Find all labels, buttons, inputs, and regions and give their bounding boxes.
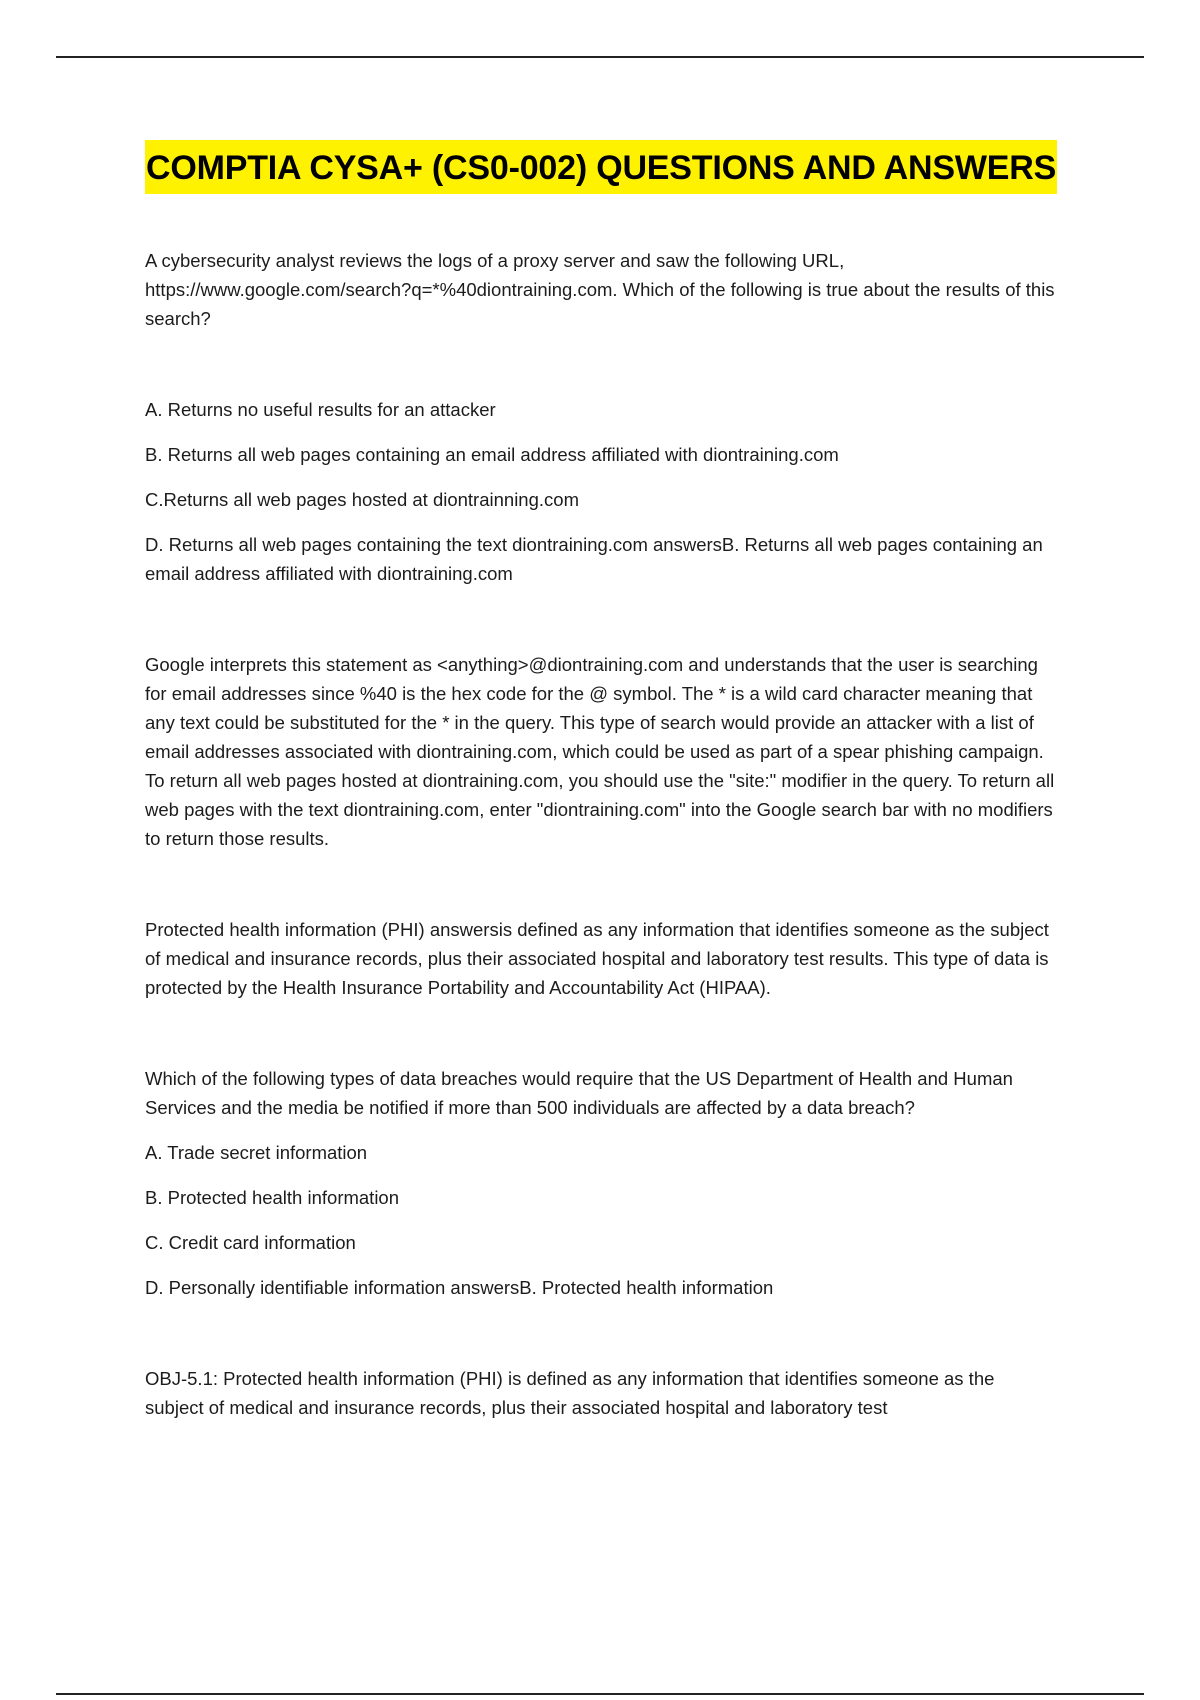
q1-option-c: C.Returns all web pages hosted at diontrainning.com bbox=[145, 489, 579, 510]
phi-definition: Protected health information (PHI) answersis defined as any information that identifies someone as the subject of medical and insurance records, plus their associated hospital and laboratory test results. This type of data is protected by the Health Insurance Portability and Accountability Act (HIPAA). bbox=[145, 919, 1049, 998]
q2-option-b: B. Protected health information bbox=[145, 1187, 400, 1208]
q1-option-a: A. Returns no useful results for an attacker bbox=[145, 399, 496, 420]
q2-option-a: A. Trade secret information bbox=[145, 1142, 368, 1163]
q2-option-c: C. Credit card information bbox=[145, 1232, 356, 1253]
q1-question: A cybersecurity analyst reviews the logs of a proxy server and saw the following URL, https://www.google.com/search?q=*%40diontraining.com. Which of the following is true about the results of this search? bbox=[145, 250, 1055, 329]
q1-explanation: Google interprets this statement as <anything>@diontraining.com and understands that the user is searching for email addresses since %40 is the hex code for the @ symbol. The * is a wild card character meaning that any text could be substituted for the * in the query. This type of search would provide an attacker with a list of email addresses associated with diontraining.com, which could be used as part of a spear phishing campaign. To return all web pages hosted at diontraining.com, you should use the "site:" modifier in the query. To return all web pages with the text diontraining.com, enter "diontraining.com" into the Google search bar with no modifiers to return those results. bbox=[145, 654, 1055, 849]
document-body bbox=[145, 140, 1055, 1422]
q1-option-b: B. Returns all web pages containing an email address affiliated with diontraining.com bbox=[145, 444, 839, 465]
top-rule bbox=[56, 56, 1144, 58]
q2-explanation: OBJ-5.1: Protected health information (PHI) is defined as any information that identifies someone as the subject of medical and insurance records, plus their associated hospital and laboratory test bbox=[145, 1368, 995, 1418]
q2-question: Which of the following types of data breaches would require that the US Department of Health and Human Services and the media be notified if more than 500 individuals are affected by a data breach? bbox=[145, 1068, 1013, 1118]
bottom-rule bbox=[56, 1693, 1144, 1695]
q2-option-d: D. Personally identifiable information answersB. Protected health information bbox=[145, 1277, 774, 1298]
document-title: COMPTIA CYSA+ (CS0-002) QUESTIONS AND ANSWERS bbox=[145, 140, 1057, 194]
q1-option-d: D. Returns all web pages containing the text diontraining.com answersB. Returns all web pages containing an email address affiliated with diontraining.com bbox=[145, 534, 1043, 584]
